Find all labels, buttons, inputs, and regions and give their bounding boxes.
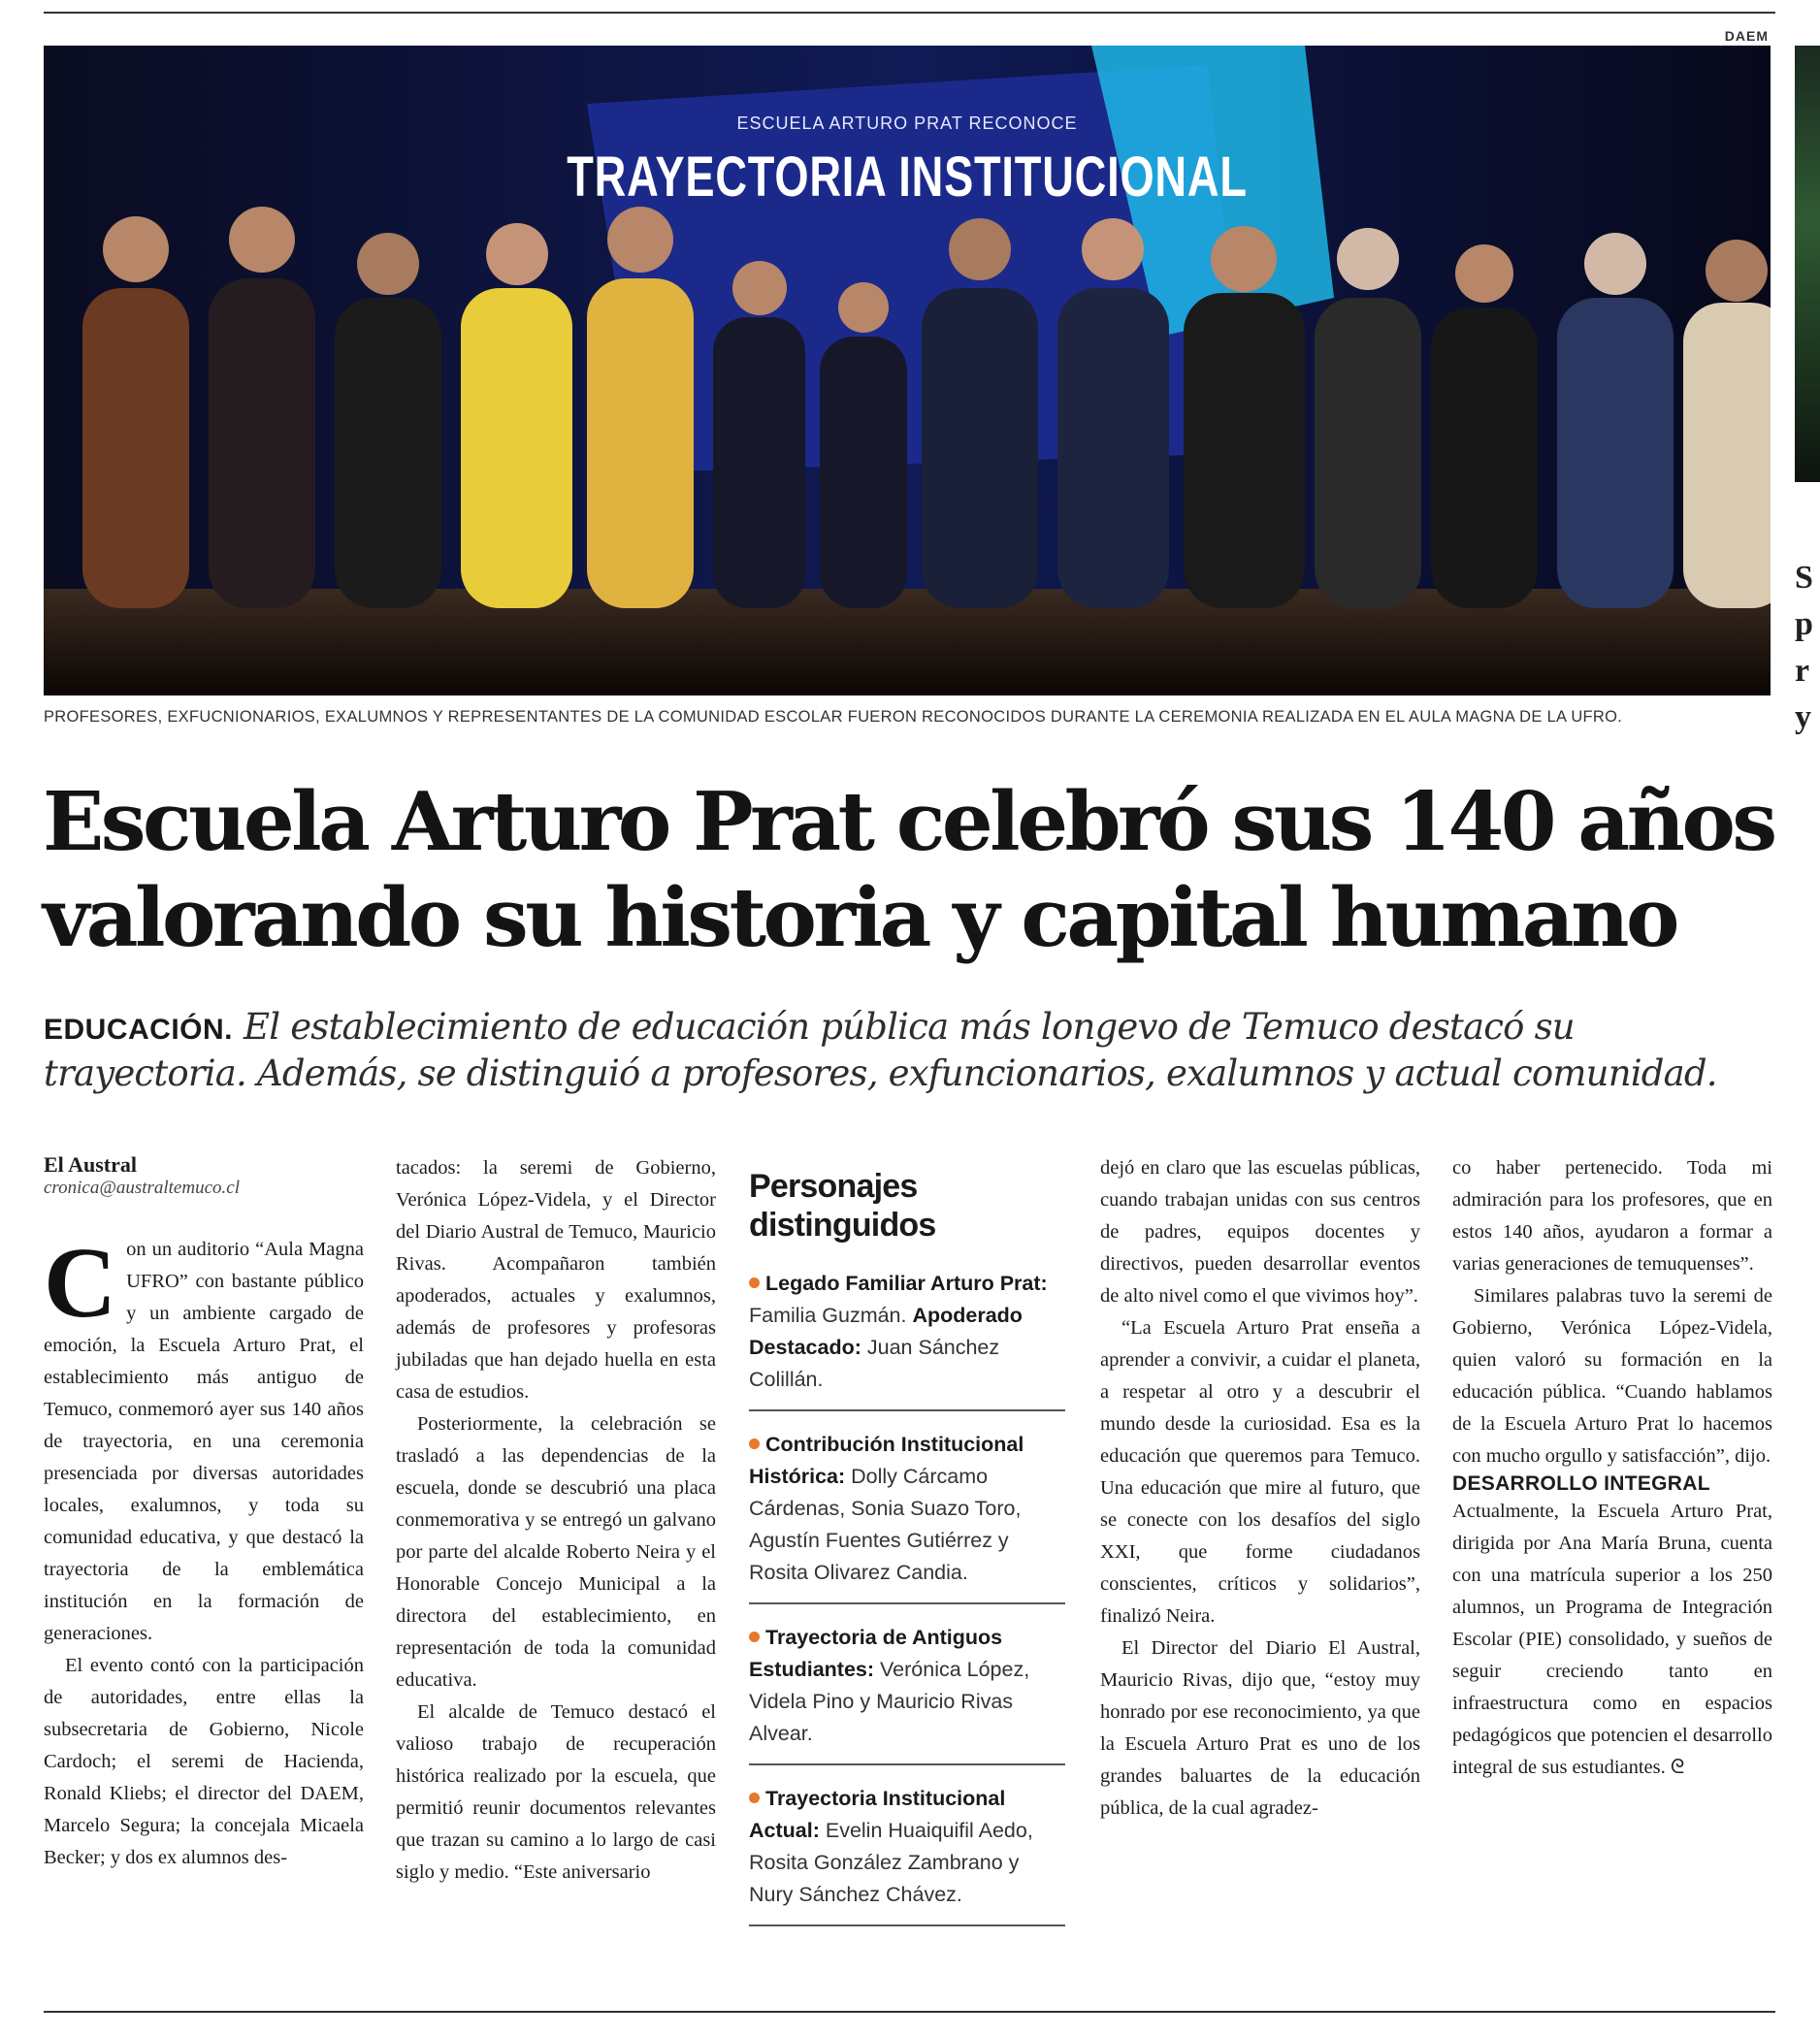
deck-kicker: EDUCACIÓN. (44, 1014, 234, 1046)
box-item (749, 1783, 1065, 1926)
top-rule (44, 12, 1775, 14)
paragraph: El alcalde de Temuco destacó el valioso trabajo de recuperación histórica realizado por la escuela, que permitió reunir documentos relevantes que trazan su camino a lo largo de casi siglo y medio. “Este aniversario (396, 1701, 716, 1883)
stage-title: TRAYECTORIA INSTITUCIONAL (567, 146, 1248, 209)
box-item (749, 1622, 1065, 1765)
paragraph: dejó en claro que las escuelas públicas, cuando trabajan unidas con sus centros de padres, equipos docentes y directivos, pueden desarrollar eventos de alto nivel como el que vivimos hoy”. (1100, 1157, 1420, 1307)
box-item-text: Dolly Cárcamo Cárdenas, Sonia Suazo Toro, Agustín Fuentes Gutiérrez y Rosita Olivarez Candia. (749, 1465, 1022, 1584)
byline-email[interactable]: cronica@australtemuco.cl (44, 1178, 240, 1198)
paragraph: El evento contó con la participación de autoridades, entre ellas la subsecretaria de Gobierno, Nicole Cardoch; el seremi de Hacienda, Ronald Kliebs; el director del DAEM, Marcelo Segura; la concejala Micaela Becker; y dos ex alumnos des- (44, 1655, 364, 1868)
bullet-icon (749, 1439, 760, 1449)
article-column-4 (1100, 1152, 1420, 1825)
article-column-5 (1452, 1152, 1772, 1784)
bullet-icon (749, 1793, 760, 1803)
paragraph: co haber pertenecido. Toda mi admiración para los profesores, que en estos 140 años, ayudaron a formar a varias generaciones de temuquenses”. (1452, 1157, 1772, 1275)
adjacent-photo (1795, 46, 1820, 482)
paragraph: “La Escuela Arturo Prat enseña a aprender a convivir, a cuidar el planeta, a respetar al otro y a descubrir el mundo desde la curiosidad. Esa es la educación que queremos para Temuco. Una educación que mire al futuro, que se conecte con los desafíos del siglo XXI, que forme ciudadanos conscientes, críticos y solidarios”, finalizó Neira. (1100, 1317, 1420, 1627)
distinguished-people-box (749, 1167, 1065, 1944)
subhead: DESARROLLO INTEGRAL (1452, 1472, 1710, 1495)
box-item (749, 1429, 1065, 1604)
bullet-icon (749, 1277, 760, 1288)
bottom-rule (44, 2011, 1775, 2013)
paragraph (1452, 1496, 1772, 1784)
deck (44, 1004, 1771, 1097)
paragraph-text: Actualmente, la Escuela Arturo Prat, dirigida por Ana María Bruna, cuenta con una matrícula superior a los 250 alumnos, un Programa de Integración Escolar (PIE) consolidado, y sueños de seguir creciendo tanto en infraestructura como en espacios pedagógicos que potencien el desarrollo integral de sus estudiantes. (1452, 1501, 1772, 1778)
ceremony-photo-illustration (44, 46, 1771, 695)
box-item-label: Trayectoria de Antiguos Estudiantes: (749, 1626, 1003, 1681)
box-item (749, 1268, 1065, 1411)
box-item-text: Verónica López, Videla Pino y Mauricio Rivas Alvear. (749, 1658, 1030, 1745)
section-tag: DAEM (1724, 28, 1769, 44)
paragraph-text: on un auditorio “Aula Magna UFRO” con bastante público y un ambiente cargado de emoción, la Escuela Arturo Prat, el establecimiento más antiguo de Temuco, conmemoró ayer sus 140 años de trayectoria, en una ceremonia presenciada por diversas autoridades locales, exalumnos, y toda su comunidad educativa, y que destacó la trayectoria de la emblemática institución en la formación de generaciones. (44, 1239, 364, 1644)
paragraph: tacados: la seremi de Gobierno, Verónica López-Videla, y el Director del Diario Austral de Temuco, Mauricio Rivas. Acompañaron también apoderados, actuales y exalumnos, además de profesores y profesoras jubiladas que han dejado huella en esta casa de estudios. (396, 1157, 716, 1403)
box-item-label: Apoderado Destacado: (749, 1304, 1023, 1359)
byline-name: El Austral (44, 1152, 137, 1177)
box-item-text: Evelin Huaiquifil Aedo, Rosita González Zambrano y Nury Sánchez Chávez. (749, 1819, 1033, 1906)
adjacent-headline-fragment: S p r y (1795, 560, 1813, 735)
end-mark-icon: ᘓ (1670, 1757, 1685, 1778)
paragraph: Similares palabras tuvo la seremi de Gobierno, Verónica López-Videla, quien valoró su formación en la educación pública. “Cuando hablamos de la Escuela Arturo Prat lo hacemos con mucho orgullo y satisfacción”, dijo. (1452, 1285, 1772, 1467)
paragraph (44, 1227, 364, 1650)
drop-cap: C (44, 1227, 117, 1339)
article-column-2 (396, 1152, 716, 1889)
box-item-text: Familia Guzmán. (749, 1304, 913, 1327)
box-item-label: Legado Familiar Arturo Prat: (765, 1272, 1048, 1295)
paragraph: Posteriormente, la celebración se trasladó a las dependencias de la escuela, donde se descubrió una placa conmemorativa y se entregó un galvano por parte del alcalde Roberto Neira y el Honorable Concejo Municipal a la directora del establecimiento, en representación de toda la comunidad educativa. (396, 1413, 716, 1691)
box-title: Personajes distinguidos (749, 1168, 936, 1244)
paragraph: El Director del Diario El Austral, Mauricio Rivas, dijo que, “estoy muy honrado por ese reconocimiento, ya que la Escuela Arturo Prat es uno de los grandes baluartes de la educación pública, de la cual agradez- (1100, 1637, 1420, 1819)
bullet-icon (749, 1632, 760, 1642)
headline: Escuela Arturo Prat celebró sus 140 años valorando su historia y capital humano (43, 774, 1774, 965)
box-item-label: Trayectoria Institucional Actual: (749, 1787, 1006, 1842)
box-item-label: Contribución Institucional Histórica: (749, 1433, 1024, 1488)
photo-caption: PROFESORES, EXFUCNIONARIOS, EXALUMNOS Y REPRESENTANTES DE LA COMUNIDAD ESCOLAR FUERON RECONOCIDOS DURANTE LA CEREMONIA REALIZADA EN EL AULA MAGNA DE LA UFRO. (44, 708, 1623, 726)
deck-text: El establecimiento de educación pública más longevo de Temuco destacó su trayectoria. Además, se distinguió a profesores, exfuncionarios, exalumnos y actual comunidad. (44, 1006, 1717, 1094)
box-item-text: Juan Sánchez Colillán. (749, 1336, 1000, 1391)
adjacent-article-fragment (1795, 46, 1820, 2015)
stage-overline: ESCUELA ARTURO PRAT RECONOCE (736, 113, 1078, 133)
article-column-1 (44, 1152, 364, 1874)
ceremony-photo (44, 46, 1771, 695)
